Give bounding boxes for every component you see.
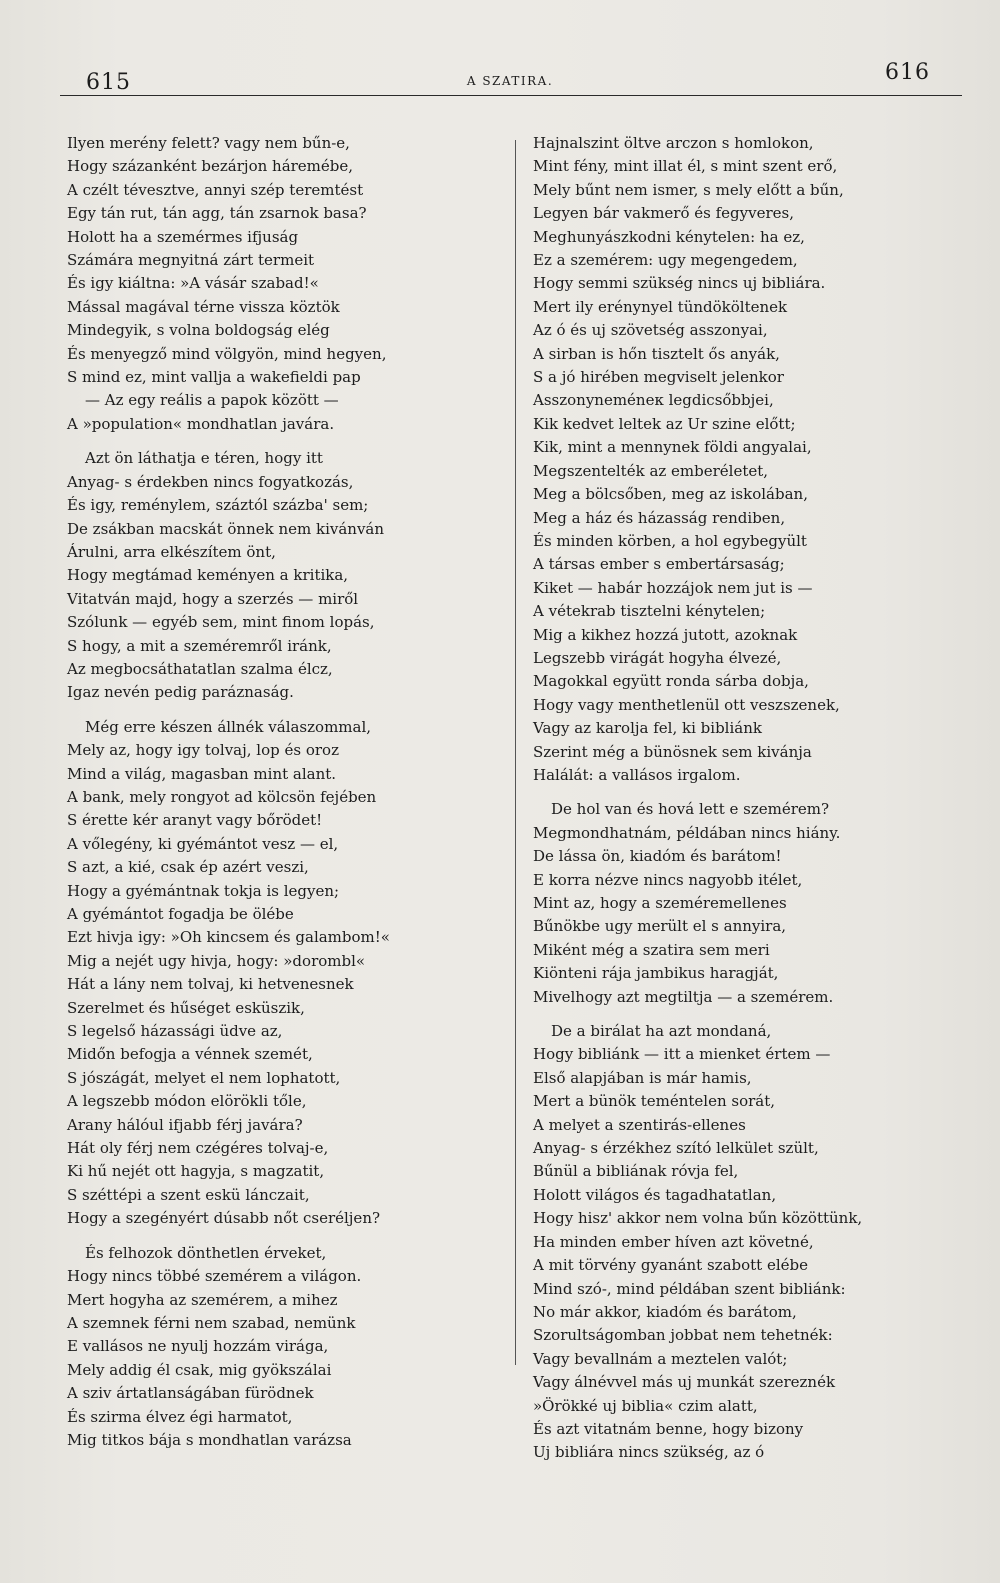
- verse-line: Hát oly férj nem czégéres tolvaj-e,: [67, 1139, 329, 1158]
- verse-line: Szorultságomban jobbat nem tehetnék:: [533, 1326, 833, 1345]
- verse-line: Kik, mint a mennynek földi angyalai,: [533, 438, 812, 457]
- verse-line: Hogy bibliánk — itt a mienket értem —: [533, 1045, 831, 1064]
- verse-line: És azt vitatnám benne, hogy bizony: [533, 1419, 804, 1438]
- verse-line: A czélt tévesztve, annyi szép teremtést: [67, 180, 364, 199]
- verse-line: Az ó és uj szövetség asszonyai,: [533, 321, 768, 340]
- page-header: [60, 58, 960, 98]
- verse-line: És felhozok dönthetlen érveket,: [85, 1243, 327, 1262]
- page-number-left: 615: [86, 70, 131, 95]
- verse-line: Mindegyik, s volna boldogság elég: [67, 321, 330, 340]
- verse-line: Árulni, arra elkészítem önt,: [67, 542, 276, 561]
- column-divider: [515, 140, 516, 1365]
- verse-line: S mind ez, mint vallja a wakefieldi pap: [67, 368, 361, 387]
- verse-line: De zsákban macskát önnek nem kivánván: [67, 519, 385, 538]
- verse-line: Uj bibliára nincs szükség, az ó: [533, 1443, 765, 1462]
- verse-line: Mind szó-, mind példában szent bibliánk:: [533, 1279, 846, 1298]
- verse-line: Anyag- s érdekben nincs fogyatkozás,: [67, 472, 354, 491]
- verse-line: Holott világos és tagadhatatlan,: [533, 1185, 777, 1204]
- verse-line: A legszebb módon elörökli tőle,: [67, 1092, 307, 1111]
- verse-line: Legyen bár vakmerő és fegyveres,: [533, 204, 794, 223]
- verse-line: »Örökké uj biblia« czim alatt,: [533, 1396, 758, 1415]
- stanza: [67, 132, 505, 436]
- verse-line: Bűnül a bibliának róvja fel,: [533, 1162, 739, 1181]
- verse-line: Kik kedvet leltek az Ur szine előtt;: [533, 414, 796, 433]
- verse-line: Hogy hisz' akkor nem volna bűn közöttünk,: [533, 1209, 863, 1228]
- right-column: [533, 132, 973, 1465]
- verse-line: Vagy az karolja fel, ki bibliánk: [533, 719, 762, 738]
- verse-line: S a jó hirében megviselt jelenkor: [533, 368, 784, 387]
- verse-line: És igy, reménylem, száztól százba' sem;: [67, 496, 369, 515]
- stanza: [533, 132, 973, 787]
- verse-line: Mivelhogy azt megtiltja — a szemérem.: [533, 987, 834, 1006]
- verse-line: Vitatván majd, hogy a szerzés — miről: [67, 589, 359, 608]
- verse-line: Meghunyászkodni kénytelen: ha ez,: [533, 227, 805, 246]
- verse-line: A szemnek férni nem szabad, nemünk: [67, 1313, 356, 1332]
- verse-line: Mert a bünök teméntelen sorát,: [533, 1092, 776, 1111]
- verse-line: Hogy a gyémántnak tokja is legyen;: [67, 881, 340, 900]
- verse-line: Mással magával térne vissza köztök: [67, 297, 340, 316]
- verse-line: Mely bűnt nem ismer, s mely előtt a bűn,: [533, 180, 844, 199]
- verse-line: A sirban is hőn tisztelt ős anyák,: [533, 344, 780, 363]
- verse-line: Hogy százanként bezárjon háremébe,: [67, 157, 354, 176]
- verse-line: Ki hű nejét ott hagyja, s magzatit,: [67, 1162, 325, 1181]
- header-rule: [60, 95, 962, 96]
- verse-line: Bűnökbe ugy merült el s annyira,: [533, 917, 787, 936]
- verse-line: Hát a lány nem tolvaj, ki hetvenesnek: [67, 975, 354, 994]
- verse-line: Mely az, hogy igy tolvaj, lop és oroz: [67, 741, 339, 760]
- verse-line: Holott ha a szemérmes ifjuság: [67, 227, 299, 246]
- verse-line: Mig a nejét ugy hivja, hogy: »dorombl«: [67, 951, 366, 970]
- verse-line: Szerelmet és hűséget esküszik,: [67, 998, 305, 1017]
- verse-line: Mert ily erénynyel tündököltenek: [533, 297, 788, 316]
- verse-line: Hogy vagy menthetlenül ott veszszenek,: [533, 695, 840, 714]
- verse-line: Anyag- s érzékhez szító lelkület szült,: [533, 1139, 819, 1158]
- verse-line: E vallásos ne nyulj hozzám virága,: [67, 1337, 329, 1356]
- stanza: [533, 798, 973, 1009]
- verse-line: Ezt hivja igy: »Oh kincsem és galambom!«: [67, 928, 390, 947]
- verse-line: A vétekrab tisztelni kénytelen;: [533, 602, 766, 621]
- verse-line: A mit törvény gyanánt szabott elébe: [533, 1256, 809, 1275]
- verse-line: Számára megnyitná zárt termeit: [67, 251, 315, 270]
- verse-line: És minden körben, a hol egybegyült: [533, 531, 807, 550]
- verse-line: De lássa ön, kiadóm és barátom!: [533, 847, 782, 866]
- verse-line: Ez a szemérem: ugy megengedem,: [533, 251, 798, 270]
- verse-line: Hogy megtámad keményen a kritika,: [67, 566, 349, 585]
- page-number-right: 616: [885, 60, 930, 85]
- stanza: [67, 1242, 505, 1453]
- verse-line: És szirma élvez égi harmatot,: [67, 1407, 293, 1426]
- verse-line: Asszonyneméneк legdicsőbbjei,: [533, 391, 774, 410]
- verse-line: Első alapjában is már hamis,: [533, 1068, 752, 1087]
- verse-line: Arany hálóul ifjabb férj javára?: [67, 1115, 303, 1134]
- verse-line: S hogy, a mit a szeméremről iránk,: [67, 636, 332, 655]
- stanza: [533, 1020, 973, 1465]
- verse-line: E korra nézve nincs nagyobb itélet,: [533, 870, 803, 889]
- running-title: A SZATIRA.: [466, 74, 554, 88]
- verse-line: Legszebb virágát hogyha élvezé,: [533, 648, 782, 667]
- verse-line: Halálát: a vallásos irgalom.: [533, 765, 741, 784]
- verse-line: A társas ember s embertársaság;: [533, 555, 785, 574]
- verse-line: Megszentelték az emberéletet,: [533, 461, 769, 480]
- verse-line: Ha minden ember híven azt követné,: [533, 1232, 814, 1251]
- verse-line: S jószágát, melyet el nem lophatott,: [67, 1068, 341, 1087]
- verse-line: S széttépi a szent eskü lánczait,: [67, 1185, 310, 1204]
- verse-line: Ilyen merény felett? vagy nem bűn-e,: [67, 134, 350, 152]
- verse-line: S azt, a kié, csak ép azért veszi,: [67, 858, 309, 877]
- verse-line: Megmondhatnám, példában nincs hiány.: [533, 823, 841, 842]
- verse-line: Azt ön láthatja e téren, hogy itt: [85, 449, 323, 468]
- verse-line: A melyet a szentirás-ellenes: [533, 1115, 746, 1134]
- left-column: [67, 132, 505, 1452]
- verse-line: Meg a bölcsőben, meg az iskolában,: [533, 485, 808, 504]
- verse-line: Midőn befogja a vénnek szemét,: [67, 1045, 313, 1064]
- verse-line: A sziv ártatlanságában fürödnek: [67, 1384, 314, 1403]
- verse-line: A bank, mely rongyot ad kölcsön fejében: [67, 787, 377, 806]
- verse-line: Magokkal együtt ronda sárba dobja,: [533, 672, 809, 691]
- verse-line: Meg a ház és házasság rendiben,: [533, 508, 786, 527]
- verse-line: Mig a kikhez hozzá jutott, azoknak: [533, 625, 798, 644]
- verse-line: Az megbocsáthatatlan szalma élcz,: [67, 659, 333, 678]
- verse-line: És igy kiáltna: »A vásár szabad!«: [67, 274, 319, 293]
- verse-line: S érette kér aranyt vagy bőrödet!: [67, 811, 323, 830]
- verse-line: Egy tán rut, tán agg, tán zsarnok basa?: [67, 204, 367, 223]
- verse-line: Hajnalszint öltve arczon s homlokon,: [533, 134, 814, 152]
- verse-line: Igaz nevén pedig paráznaság.: [67, 683, 294, 702]
- verse-line: Mig titkos bája s mondhatlan varázsa: [67, 1430, 352, 1449]
- verse-line: Mind a világ, magasban mint alant.: [67, 764, 337, 783]
- verse-line: Mely addig él csak, mig gyökszálai: [67, 1360, 332, 1379]
- verse-line: Hogy semmi szükség nincs uj bibliára.: [533, 274, 826, 293]
- verse-line: De hol van és hová lett e szemérem?: [551, 800, 830, 819]
- verse-line: Miként még a szatira sem meri: [533, 940, 770, 959]
- verse-line: A gyémántot fogadja be ölébe: [67, 905, 294, 923]
- verse-line: A »population« mondhatlan javára.: [67, 414, 335, 433]
- verse-line: Vagy álnévvel más uj munkát szereznék: [533, 1373, 836, 1392]
- verse-line: Kiket — habár hozzájok nem jut is —: [533, 578, 813, 597]
- verse-line: És menyegző mind völgyön, mind hegyen,: [67, 344, 387, 363]
- verse-line: No már akkor, kiadóm és barátom,: [533, 1302, 797, 1321]
- verse-line: — Az egy reális a papok között —: [85, 391, 339, 410]
- verse-line: Szerint még a bünösnek sem kivánja: [533, 742, 812, 761]
- stanza: [67, 447, 505, 704]
- verse-line: Hogy a szegényért dúsabb nőt cseréljen?: [67, 1209, 381, 1228]
- verse-line: Hogy nincs többé szemérem a világon.: [67, 1267, 362, 1286]
- verse-line: Mert hogyha az szemérem, a mihez: [67, 1290, 338, 1309]
- verse-line: Mint az, hogy a szeméremellenes: [533, 894, 787, 912]
- verse-line: Mint fény, mint illat él, s mint szent erő,: [533, 157, 838, 176]
- verse-line: Kiönteni rája jambikus haragját,: [533, 964, 779, 983]
- verse-line: A vőlegény, ki gyémántot vesz — el,: [67, 834, 339, 853]
- verse-line: S legelső házassági üdve az,: [67, 1022, 283, 1041]
- verse-line: De a birálat ha azt mondaná,: [551, 1022, 772, 1041]
- verse-line: Vagy bevallnám a meztelen valót;: [533, 1349, 788, 1368]
- verse-line: Még erre készen állnék válaszommal,: [85, 717, 372, 736]
- verse-line: Szólunk — egyéb sem, mint finom lopás,: [67, 613, 375, 632]
- stanza: [67, 716, 505, 1231]
